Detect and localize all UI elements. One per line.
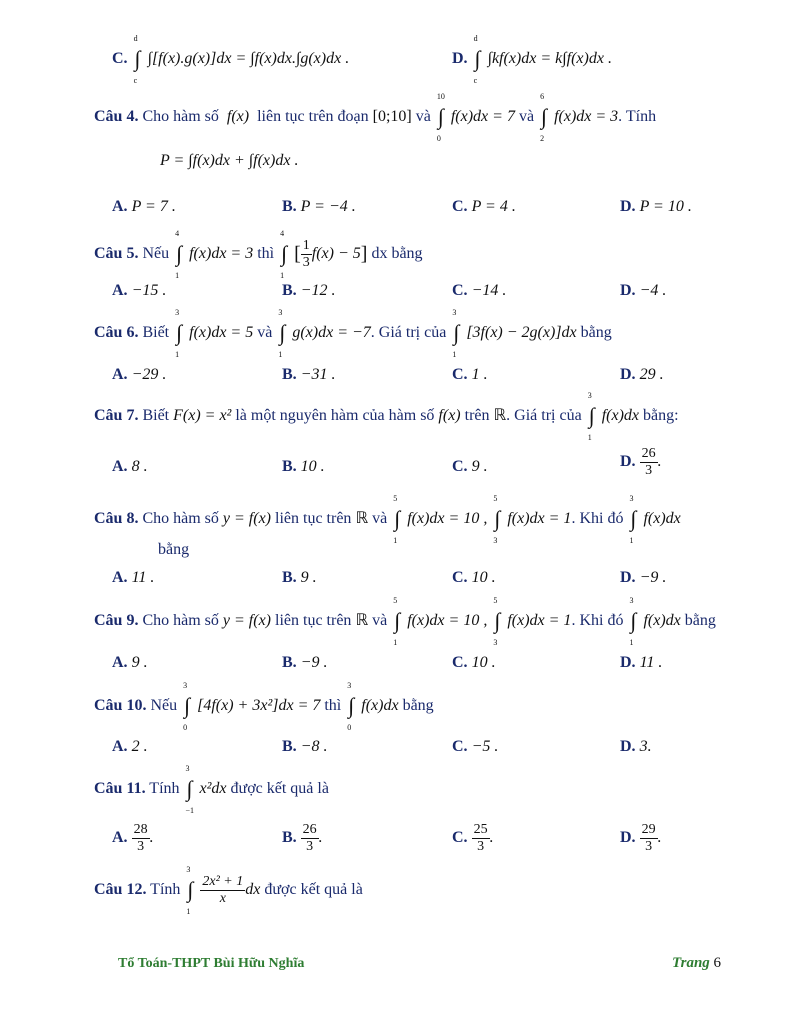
- integral-sign-icon: ∫ 6 2: [540, 92, 548, 143]
- integral-sign-icon: ∫ 5 1: [393, 494, 401, 545]
- integral-sign-icon: ∫ d c: [133, 34, 141, 85]
- q8-option-b[interactable]: B. 9 .: [282, 569, 317, 586]
- question-label: Câu 5.: [94, 245, 139, 263]
- option-label: D.: [452, 50, 468, 68]
- q4-option-b[interactable]: B. P = −4 .: [282, 198, 356, 215]
- integral-sign-icon: ∫ 3 1: [452, 308, 460, 359]
- question-label: Câu 10.: [94, 697, 147, 715]
- question-label: Câu 4.: [94, 108, 139, 126]
- integral-sign-icon: ∫ 4 1: [175, 229, 183, 280]
- q6-option-a[interactable]: A. −29 .: [112, 366, 167, 383]
- q11-option-c[interactable]: C. $\frac{25}{3}$ .: [452, 822, 494, 854]
- q9-option-b[interactable]: B. −9 .: [282, 654, 328, 671]
- q9-option-c[interactable]: C. 10 .: [452, 654, 496, 671]
- question-9: Câu 9. Cho hàm số y = f(x) liên tục trên ℝ và ∫ 5 1 f(x)dx = 10 , ∫ 5 3 f(x)dx = 1. Khi đó ∫ 3 1 f(x)dx bằng: [94, 596, 716, 647]
- integral-sign-icon: ∫ 3 0: [183, 681, 191, 732]
- integral-sign-icon: ∫ 10 0: [436, 92, 445, 143]
- question-4: Câu 4. Cho hàm số f(x) liên tục trên đoạn [0;10] và ∫ 10 0 f(x)dx = 7 và ∫ 6 2 f(x)dx = 3. Tính: [94, 92, 657, 143]
- question-label: Câu 12.: [94, 881, 147, 899]
- integral-sign-icon: ∫ 5 3: [493, 596, 501, 647]
- q4-option-a[interactable]: A. P = 7 .: [112, 198, 176, 215]
- question-8: Câu 8. Cho hàm số y = f(x) liên tục trên ℝ và ∫ 5 1 f(x)dx = 10 , ∫ 5 3 f(x)dx = 1. Khi đó ∫ 3 1 f(x)dx: [94, 494, 681, 545]
- q3-option-c[interactable]: [112, 34, 350, 85]
- question-label: Câu 9.: [94, 612, 139, 630]
- integral-sign-icon: ∫ 3 1: [175, 308, 183, 359]
- integral-sign-icon: ∫ 3 1: [629, 494, 637, 545]
- q10-option-a[interactable]: A. 2 .: [112, 738, 148, 755]
- integral-sign-icon: ∫ 4 1: [280, 229, 288, 280]
- q11-option-a[interactable]: A. $\frac{28}{3}$ .: [112, 822, 154, 854]
- footer-page: Trang 6: [672, 955, 722, 971]
- q9-option-a[interactable]: A. 9 .: [112, 654, 148, 671]
- q3-option-d[interactable]: [452, 34, 612, 85]
- q5-option-c[interactable]: C. −14 .: [452, 282, 507, 299]
- question-4-expression: P = ∫f(x)dx + ∫f(x)dx .: [160, 152, 299, 169]
- q4-option-d[interactable]: D. P = 10 .: [620, 198, 692, 215]
- math-expression: ∫kf(x)dx = k∫f(x)dx .: [487, 50, 612, 68]
- footer-school: Tổ Toán-THPT Bùi Hữu Nghĩa: [118, 956, 305, 971]
- question-11: Câu 11. Tính ∫ 3 −1 x²dx được kết quả là: [94, 764, 329, 815]
- q8-option-d[interactable]: D. −9 .: [620, 569, 667, 586]
- integral-sign-icon: ∫ 3 1: [186, 865, 194, 916]
- q7-option-c[interactable]: C. 9 .: [452, 458, 488, 475]
- integral-sign-icon: ∫ 5 3: [493, 494, 501, 545]
- question-label: Câu 7.: [94, 407, 139, 425]
- question-10: Câu 10. Nếu ∫ 3 0 [4f(x) + 3x²]dx = 7 thì ∫ 3 0 f(x)dx bằng: [94, 681, 434, 732]
- q11-option-b[interactable]: B. $\frac{26}{3}$ .: [282, 822, 323, 854]
- integral-sign-icon: ∫ 5 1: [393, 596, 401, 647]
- q8-option-a[interactable]: A. 11 .: [112, 569, 155, 586]
- q7-option-a[interactable]: A. 8 .: [112, 458, 148, 475]
- question-12: Câu 12. Tính ∫ 3 1 $\frac{\text{2x² + 1}}{x}$ dx được kết quả là: [94, 865, 363, 916]
- q6-option-c[interactable]: C. 1 .: [452, 366, 488, 383]
- q7-option-b[interactable]: B. 10 .: [282, 458, 325, 475]
- q10-option-c[interactable]: C. −5 .: [452, 738, 499, 755]
- q7-option-d[interactable]: D. $\frac{26}{3}$ .: [620, 446, 662, 478]
- question-label: Câu 8.: [94, 510, 139, 528]
- integral-sign-icon: ∫ 3 1: [587, 391, 595, 442]
- q10-option-d[interactable]: D. 3.: [620, 738, 652, 755]
- question-8-continued: bằng: [158, 541, 190, 558]
- q5-option-d[interactable]: D. −4 .: [620, 282, 667, 299]
- q5-option-a[interactable]: A. −15 .: [112, 282, 167, 299]
- option-label: C.: [112, 50, 128, 68]
- question-5: Câu 5. Nếu ∫ 4 1 f(x)dx = 3 thì ∫ 4 1 [ $\frac{1}{3}$ f(x) − 5] dx bằng: [94, 229, 423, 280]
- question-label: Câu 6.: [94, 324, 139, 342]
- integral-sign-icon: ∫ d c: [473, 34, 481, 85]
- q11-option-d[interactable]: D. $\frac{29}{3}$ .: [620, 822, 662, 854]
- integral-sign-icon: ∫ 3 1: [629, 596, 637, 647]
- q4-option-c[interactable]: C. P = 4 .: [452, 198, 516, 215]
- q8-option-c[interactable]: C. 10 .: [452, 569, 496, 586]
- q9-option-d[interactable]: D. 11 .: [620, 654, 663, 671]
- q5-option-b[interactable]: B. −12 .: [282, 282, 336, 299]
- q6-option-b[interactable]: B. −31 .: [282, 366, 336, 383]
- question-6: Câu 6. Biết ∫ 3 1 f(x)dx = 5 và ∫ 3 1 g(x)dx = −7. Giá trị của ∫ 3 1 [3f(x) − 2g(x)]dx bằng: [94, 308, 612, 359]
- integral-sign-icon: ∫ 3 0: [347, 681, 355, 732]
- question-label: Câu 11.: [94, 780, 146, 798]
- q10-option-b[interactable]: B. −8 .: [282, 738, 328, 755]
- integral-sign-icon: ∫ 3 −1: [185, 764, 195, 815]
- math-expression: ∫[f(x).g(x)]dx = ∫f(x)dx.∫g(x)dx .: [147, 50, 350, 68]
- q6-option-d[interactable]: D. 29 .: [620, 366, 664, 383]
- integral-sign-icon: ∫ 3 1: [278, 308, 286, 359]
- page-number: 6: [713, 955, 722, 971]
- question-7: Câu 7. Biết F(x) = x² là một nguyên hàm của hàm số f(x) trên ℝ. Giá trị của ∫ 3 1 f(x)dx bằng:: [94, 391, 679, 442]
